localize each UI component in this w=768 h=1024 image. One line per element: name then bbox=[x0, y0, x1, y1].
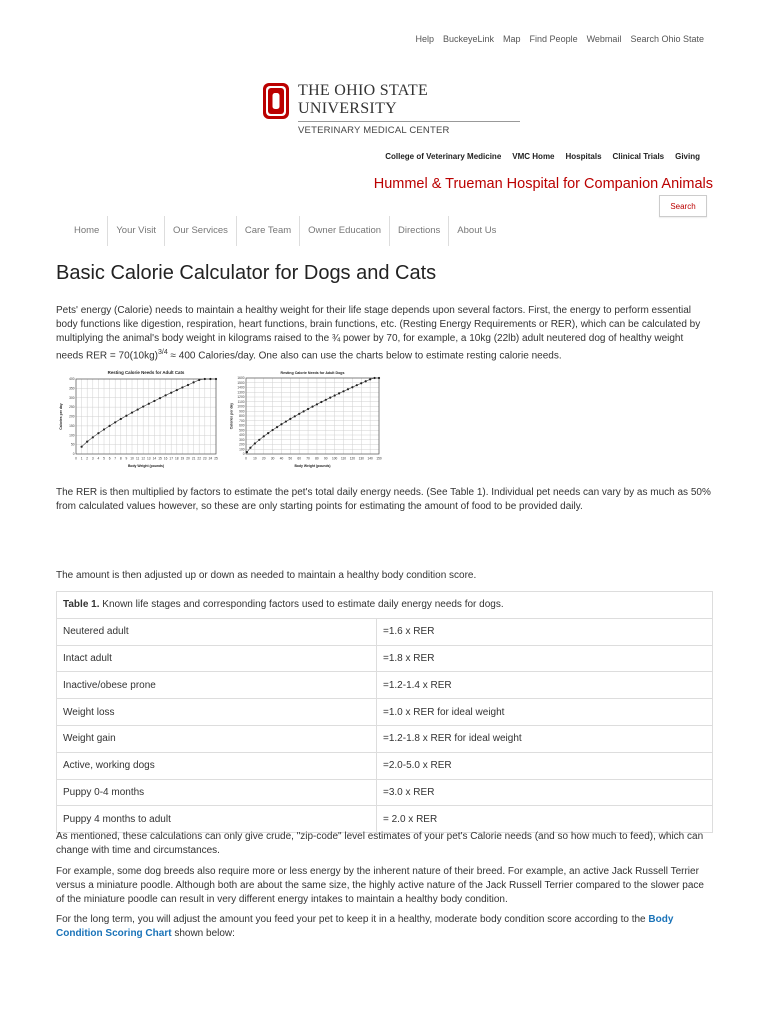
data-point bbox=[165, 394, 167, 396]
y-tick-label: 1400 bbox=[237, 385, 245, 390]
y-tick-label: 1300 bbox=[237, 390, 245, 395]
utility-link-find-people[interactable]: Find People bbox=[529, 34, 578, 44]
data-point bbox=[325, 399, 327, 401]
factor-cell: =2.0-5.0 x RER bbox=[377, 752, 713, 779]
chart-title: Resting Calorie Needs for Adult Cats bbox=[107, 370, 185, 375]
data-point bbox=[120, 418, 122, 420]
data-point bbox=[176, 389, 178, 391]
life-stage-cell: Weight loss bbox=[57, 699, 377, 726]
data-point bbox=[303, 410, 305, 412]
x-tick-label: 8 bbox=[119, 456, 122, 461]
main-nav bbox=[66, 216, 504, 246]
longterm-paragraph bbox=[56, 913, 712, 941]
factor-cell: =1.0 x RER for ideal weight bbox=[377, 699, 713, 726]
x-tick-label: 7 bbox=[114, 456, 117, 461]
college-nav bbox=[385, 152, 700, 161]
y-tick-label: 400 bbox=[69, 377, 75, 382]
data-point bbox=[109, 425, 111, 427]
data-point bbox=[338, 392, 340, 394]
nav-item-our-services[interactable]: Our Services bbox=[165, 216, 237, 246]
data-point bbox=[311, 405, 313, 407]
data-point bbox=[342, 390, 344, 392]
mentioned-paragraph: As mentioned, these calculations can only give crude, "zip-code" level estimates of your pet's Calorie needs (and so how much to feed), which can change with time and circumstances. bbox=[56, 831, 704, 856]
x-tick-label: 50 bbox=[288, 456, 293, 461]
site-logo[interactable] bbox=[262, 82, 520, 136]
data-point bbox=[142, 405, 144, 407]
data-point bbox=[92, 436, 94, 438]
data-point bbox=[272, 429, 274, 431]
x-tick-label: 0 bbox=[75, 456, 77, 461]
data-point bbox=[137, 408, 139, 410]
life-stage-cell: Intact adult bbox=[57, 645, 377, 672]
y-tick-label: 300 bbox=[69, 395, 75, 400]
x-tick-label: 18 bbox=[175, 456, 179, 461]
table-row bbox=[57, 672, 713, 699]
factor-cell: =1.2-1.4 x RER bbox=[377, 672, 713, 699]
data-point bbox=[181, 386, 183, 388]
x-tick-label: 10 bbox=[253, 456, 257, 461]
body-condition-chart-link[interactable]: Body Condition Scoring Chart bbox=[56, 914, 674, 939]
adjust-paragraph: The amount is then adjusted up or down as needed to maintain a healthy body condition score. bbox=[56, 570, 477, 581]
life-stage-cell: Active, working dogs bbox=[57, 752, 377, 779]
dog-calorie-chart-svg bbox=[229, 366, 385, 474]
data-point bbox=[285, 420, 287, 422]
y-tick-label: 1600 bbox=[237, 376, 245, 381]
data-point bbox=[246, 451, 248, 453]
dog-calorie-chart bbox=[229, 366, 385, 474]
data-point bbox=[373, 377, 375, 379]
x-tick-label: 0 bbox=[245, 456, 247, 461]
y-axis-label: Calories per day bbox=[229, 402, 234, 430]
table-row bbox=[57, 806, 713, 833]
nav-item-your-visit[interactable]: Your Visit bbox=[108, 216, 165, 246]
x-tick-label: 100 bbox=[332, 456, 338, 461]
energy-factors-table bbox=[56, 591, 713, 833]
data-point bbox=[276, 426, 278, 428]
data-point bbox=[215, 378, 217, 380]
x-tick-label: 11 bbox=[135, 456, 140, 461]
x-tick-label: 13 bbox=[147, 456, 151, 461]
utility-link-webmail[interactable]: Webmail bbox=[586, 34, 622, 44]
longterm-text: For the long term, you will adjust the amount you feed your pet to keep it in a healthy, moderate body condition score according to the bbox=[56, 914, 649, 925]
y-tick-label: 400 bbox=[239, 433, 245, 438]
data-point bbox=[209, 378, 211, 380]
intro-exponent: 3/4 bbox=[158, 349, 168, 356]
x-tick-label: 150 bbox=[376, 456, 382, 461]
y-tick-label: 1500 bbox=[237, 380, 245, 385]
y-tick-label: 1000 bbox=[237, 404, 245, 409]
data-point bbox=[280, 423, 282, 425]
data-point bbox=[187, 384, 189, 386]
utility-nav bbox=[415, 34, 704, 44]
data-point bbox=[267, 432, 269, 434]
factor-cell: =1.2-1.8 x RER for ideal weight bbox=[377, 725, 713, 752]
x-tick-label: 4 bbox=[97, 456, 100, 461]
page-title: Basic Calorie Calculator for Dogs and Cats bbox=[56, 262, 437, 284]
life-stage-cell: Weight gain bbox=[57, 725, 377, 752]
life-stage-cell: Puppy 0-4 months bbox=[57, 779, 377, 806]
y-tick-label: 250 bbox=[69, 405, 75, 410]
y-tick-label: 600 bbox=[239, 423, 245, 428]
x-tick-label: 17 bbox=[169, 456, 173, 461]
x-tick-label: 9 bbox=[125, 456, 128, 461]
cat-calorie-chart-svg bbox=[56, 366, 222, 474]
x-tick-label: 140 bbox=[367, 456, 373, 461]
x-tick-label: 22 bbox=[197, 456, 201, 461]
table-caption bbox=[57, 592, 713, 619]
chart-title: Resting Calorie Needs for Adult Dogs bbox=[280, 371, 345, 375]
x-tick-label: 80 bbox=[315, 456, 319, 461]
search-button[interactable]: Search bbox=[659, 195, 707, 217]
x-tick-label: 21 bbox=[191, 456, 196, 461]
y-tick-label: 500 bbox=[239, 428, 245, 433]
x-tick-label: 20 bbox=[261, 456, 266, 461]
data-point bbox=[320, 401, 322, 403]
y-tick-label: 800 bbox=[239, 414, 245, 419]
data-point bbox=[131, 411, 133, 413]
x-tick-label: 5 bbox=[103, 456, 105, 461]
y-tick-label: 150 bbox=[69, 423, 75, 428]
nav-item-directions[interactable]: Directions bbox=[390, 216, 449, 246]
nav-item-care-team[interactable]: Care Team bbox=[237, 216, 300, 246]
x-tick-label: 30 bbox=[270, 456, 275, 461]
data-point bbox=[170, 392, 172, 394]
x-tick-label: 24 bbox=[208, 456, 213, 461]
nav-item-owner-education[interactable]: Owner Education bbox=[300, 216, 390, 246]
x-tick-label: 12 bbox=[141, 456, 145, 461]
y-tick-label: 350 bbox=[69, 386, 75, 391]
factor-cell: =1.6 x RER bbox=[377, 618, 713, 645]
data-point bbox=[360, 382, 362, 384]
logo-title: THE OHIO STATE UNIVERSITY bbox=[298, 82, 520, 122]
x-tick-label: 15 bbox=[158, 456, 162, 461]
y-tick-label: 100 bbox=[239, 447, 245, 452]
x-tick-label: 90 bbox=[324, 456, 328, 461]
college-link-vmc-home[interactable]: VMC Home bbox=[512, 152, 555, 161]
data-point bbox=[114, 421, 116, 423]
data-point bbox=[148, 403, 150, 405]
y-axis-label: Calories per day bbox=[59, 403, 63, 430]
x-tick-label: 20 bbox=[186, 456, 190, 461]
data-point bbox=[334, 394, 336, 396]
table-row bbox=[57, 645, 713, 672]
data-point bbox=[193, 381, 195, 383]
data-point bbox=[263, 435, 265, 437]
x-tick-label: 70 bbox=[306, 456, 310, 461]
college-link-cvm[interactable]: College of Veterinary Medicine bbox=[385, 152, 502, 161]
utility-link-buckeyelink[interactable]: BuckeyeLink bbox=[443, 34, 495, 44]
utility-link-search-ohio-state[interactable]: Search Ohio State bbox=[630, 34, 704, 44]
data-point bbox=[103, 428, 105, 430]
table-row bbox=[57, 618, 713, 645]
life-stage-cell: Inactive/obese prone bbox=[57, 672, 377, 699]
x-tick-label: 19 bbox=[180, 456, 185, 461]
x-tick-label: 110 bbox=[340, 456, 347, 461]
data-point bbox=[365, 380, 367, 382]
data-point bbox=[153, 400, 155, 402]
y-tick-label: 900 bbox=[239, 409, 245, 414]
college-link-hospitals[interactable]: Hospitals bbox=[565, 152, 602, 161]
nav-item-about-us[interactable]: About Us bbox=[457, 225, 497, 236]
factor-cell: =1.8 x RER bbox=[377, 645, 713, 672]
data-point bbox=[258, 439, 260, 441]
data-point bbox=[307, 408, 309, 410]
college-link-clinical-trials[interactable]: Clinical Trials bbox=[612, 152, 665, 161]
series-line bbox=[247, 378, 379, 452]
x-tick-label: 40 bbox=[279, 456, 284, 461]
data-point bbox=[97, 432, 99, 434]
data-point bbox=[351, 386, 353, 388]
factor-cell: = 2.0 x RER bbox=[377, 806, 713, 833]
y-tick-label: 50 bbox=[70, 442, 75, 447]
data-point bbox=[378, 377, 380, 379]
y-tick-label: 0 bbox=[72, 452, 75, 457]
x-tick-label: 16 bbox=[163, 456, 168, 461]
life-stage-cell: Neutered adult bbox=[57, 618, 377, 645]
y-tick-label: 1100 bbox=[237, 399, 245, 404]
data-point bbox=[81, 446, 83, 448]
x-tick-label: 25 bbox=[214, 456, 218, 461]
x-tick-label: 120 bbox=[349, 456, 356, 461]
x-axis-label: Body Weight (pounds) bbox=[127, 464, 165, 468]
data-point bbox=[298, 413, 300, 415]
cat-calorie-chart bbox=[56, 366, 222, 474]
table-caption-text: Known life stages and corresponding factors used to estimate daily energy needs for dogs. bbox=[99, 599, 504, 611]
data-point bbox=[254, 442, 256, 444]
data-point bbox=[294, 415, 296, 417]
table-row bbox=[57, 725, 713, 752]
y-tick-label: 200 bbox=[239, 442, 245, 447]
data-point bbox=[86, 441, 88, 443]
x-tick-label: 6 bbox=[108, 456, 111, 461]
data-point bbox=[204, 378, 206, 380]
intro-paragraph bbox=[56, 304, 712, 363]
college-link-giving[interactable]: Giving bbox=[675, 152, 700, 161]
data-point bbox=[329, 397, 331, 399]
data-point bbox=[289, 418, 291, 420]
y-tick-label: 700 bbox=[239, 418, 245, 423]
x-tick-label: 1 bbox=[80, 456, 83, 461]
data-point bbox=[347, 388, 349, 390]
data-point bbox=[369, 378, 371, 380]
utility-link-help[interactable]: Help bbox=[415, 34, 434, 44]
y-tick-label: 300 bbox=[239, 437, 245, 442]
data-point bbox=[249, 447, 251, 449]
rer-paragraph: The RER is then multiplied by factors to estimate the pet's total daily energy needs. (See Table 1). Individual pet needs can vary by as much as 50% from calculated values however, so these are only starting points for estimating the amount of food to be provided daily. bbox=[56, 487, 711, 512]
x-tick-label: 14 bbox=[152, 456, 157, 461]
table-row bbox=[57, 699, 713, 726]
logo-subtitle: VETERINARY MEDICAL CENTER bbox=[298, 125, 450, 136]
x-tick-label: 3 bbox=[91, 456, 94, 461]
data-point bbox=[125, 415, 127, 417]
table-caption-row bbox=[57, 592, 713, 619]
y-tick-label: 1200 bbox=[237, 395, 245, 400]
x-tick-label: 2 bbox=[86, 456, 89, 461]
x-tick-label: 10 bbox=[130, 456, 134, 461]
nav-item-home[interactable]: Home bbox=[66, 216, 108, 246]
table-caption-label: Table 1. bbox=[63, 599, 100, 611]
x-axis-label: Body Weight (pounds) bbox=[294, 464, 331, 468]
intro-text: Pets' energy (Calorie) needs to maintain a healthy weight for their life stage depends upon several factors. First, the energy to perform essential body functions like digestion, respiration, heart functions, brain functions, etc. (Resting Energy Requirements or RER), which can be calculated by multiplying the animal's body weight in kilograms raised to the ¾ power by 70, for example, a 10kg (22lb) adult neutered dog of healthy weight needs RER = 70(10kg) bbox=[56, 305, 701, 362]
y-tick-label: 200 bbox=[69, 414, 75, 419]
x-tick-label: 60 bbox=[297, 456, 301, 461]
x-tick-label: 130 bbox=[358, 456, 364, 461]
longterm-text-end: shown below: bbox=[171, 928, 235, 939]
table-row bbox=[57, 779, 713, 806]
data-point bbox=[159, 397, 161, 399]
block-o-logo-icon bbox=[262, 82, 290, 120]
life-stage-cell: Puppy 4 months to adult bbox=[57, 806, 377, 833]
data-point bbox=[356, 384, 358, 386]
table-row bbox=[57, 752, 713, 779]
intro-text-end: ≈ 400 Calories/day. One also can use the charts below to estimate resting calorie needs. bbox=[167, 350, 562, 362]
breeds-paragraph: For example, some dog breeds also require more or less energy by the inherent nature of their breed. For example, an active Jack Russell Terrier versus a miniature poodle. Although both are about the same size, the highly active nature of the Jack Russell Terrier compared to the slower pace of the miniature poodle can result in very different energy intakes to maintain a healthy body condition. bbox=[56, 866, 704, 905]
data-point bbox=[198, 379, 200, 381]
utility-link-map[interactable]: Map bbox=[503, 34, 521, 44]
x-tick-label: 23 bbox=[203, 456, 207, 461]
y-tick-label: 100 bbox=[69, 433, 75, 438]
data-point bbox=[316, 403, 318, 405]
y-tick-label: 0 bbox=[242, 452, 245, 457]
hospital-name[interactable]: Hummel & Trueman Hospital for Companion Animals bbox=[373, 176, 713, 192]
factor-cell: =3.0 x RER bbox=[377, 779, 713, 806]
